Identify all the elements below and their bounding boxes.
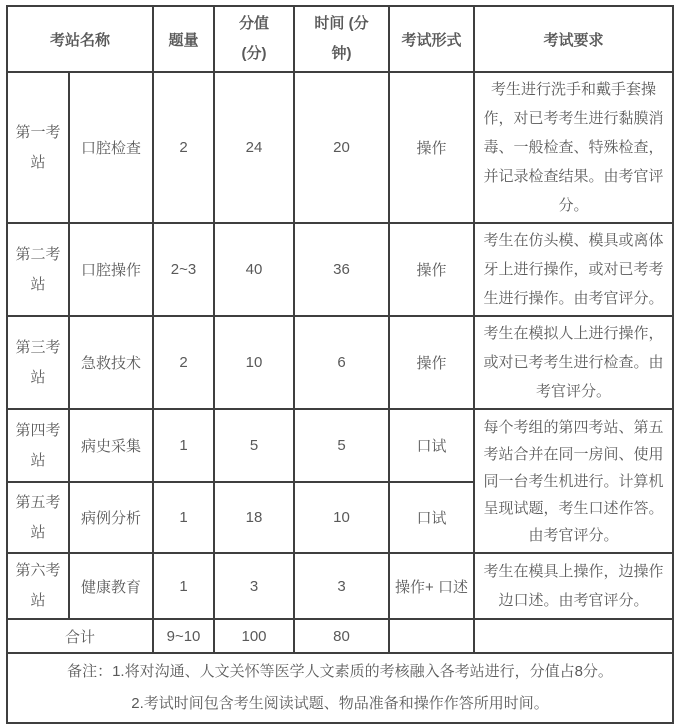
station-1-name: 口腔检查 bbox=[69, 72, 153, 223]
notes-row bbox=[7, 653, 673, 723]
station-3-questions: 2 bbox=[153, 316, 214, 409]
table-row-station-3 bbox=[7, 316, 673, 409]
station-3-line1: 第三考 bbox=[15, 338, 61, 356]
station-4-line1: 第四考 bbox=[15, 421, 61, 439]
station-4-questions: 1 bbox=[153, 409, 214, 482]
header-exam-requirements: 考试要求 bbox=[474, 6, 673, 72]
header-score-line1: 分值 bbox=[239, 15, 270, 32]
station-2-format: 操作 bbox=[389, 223, 474, 316]
station-5-score: 18 bbox=[214, 482, 294, 553]
total-questions: 9~10 bbox=[153, 619, 214, 653]
notes-line1: 备注：1.将对沟通、人文关怀等医学人文素质的考核融入各考站进行，分值占8分。 bbox=[67, 663, 613, 680]
station-2-requirements: 考生在仿头模、模具或离体牙上进行操作，或对已考考生进行操作。由考官评分。 bbox=[474, 223, 673, 316]
station-1-line1: 第一考 bbox=[15, 123, 61, 141]
station-1-format: 操作 bbox=[389, 72, 474, 223]
header-time-line2: 钟) bbox=[331, 45, 352, 62]
station-2-questions: 2~3 bbox=[153, 223, 214, 316]
station-6-requirements: 考生在模具上操作，边操作边口述。由考官评分。 bbox=[474, 553, 673, 619]
station-2-name: 口腔操作 bbox=[69, 223, 153, 316]
station-3-format: 操作 bbox=[389, 316, 474, 409]
station-4-5-requirements: 每个考组的第四考站、第五考站合并在同一房间、使用同一台考生机进行。计算机呈现试题，考生口述作答。由考官评分。 bbox=[474, 409, 673, 553]
total-time: 80 bbox=[294, 619, 389, 653]
station-4-cell bbox=[7, 409, 69, 482]
station-5-format: 口试 bbox=[389, 482, 474, 553]
station-6-format: 操作+ 口述 bbox=[389, 553, 474, 619]
exam-stations-table bbox=[6, 5, 674, 724]
station-3-name: 急救技术 bbox=[69, 316, 153, 409]
notes-cell bbox=[7, 653, 673, 723]
station-5-line2: 站 bbox=[30, 523, 46, 541]
station-6-name: 健康教育 bbox=[69, 553, 153, 619]
station-6-score: 3 bbox=[214, 553, 294, 619]
station-4-name: 病史采集 bbox=[69, 409, 153, 482]
header-row bbox=[7, 6, 673, 72]
station-4-line2: 站 bbox=[30, 451, 46, 469]
station-2-cell bbox=[7, 223, 69, 316]
header-exam-format: 考试形式 bbox=[389, 6, 474, 72]
table-row-station-2 bbox=[7, 223, 673, 316]
station-1-score: 24 bbox=[214, 72, 294, 223]
station-6-line1: 第六考 bbox=[15, 562, 61, 579]
header-time-line1: 时间 (分 bbox=[314, 15, 369, 32]
station-6-line2: 站 bbox=[30, 592, 46, 609]
station-4-score: 5 bbox=[214, 409, 294, 482]
table-row-station-6 bbox=[7, 553, 673, 619]
header-time bbox=[294, 6, 389, 72]
station-5-cell bbox=[7, 482, 69, 553]
station-3-time: 6 bbox=[294, 316, 389, 409]
station-2-time: 36 bbox=[294, 223, 389, 316]
station-6-cell bbox=[7, 553, 69, 619]
station-2-line2: 站 bbox=[30, 275, 46, 293]
total-row bbox=[7, 619, 673, 653]
total-format-empty bbox=[389, 619, 474, 653]
header-question-count: 题量 bbox=[153, 6, 214, 72]
station-3-line2: 站 bbox=[30, 368, 46, 386]
station-2-score: 40 bbox=[214, 223, 294, 316]
station-5-questions: 1 bbox=[153, 482, 214, 553]
header-score-line2: (分) bbox=[241, 45, 267, 62]
header-station-name: 考站名称 bbox=[7, 6, 153, 72]
header-score bbox=[214, 6, 294, 72]
station-1-requirements: 考生进行洗手和戴手套操作，对已考考生进行黏膜消毒、一般检查、特殊检查，并记录检查结果。由考官评分。 bbox=[474, 72, 673, 223]
total-label: 合计 bbox=[7, 619, 153, 653]
station-5-time: 10 bbox=[294, 482, 389, 553]
station-1-time: 20 bbox=[294, 72, 389, 223]
total-requirements-empty bbox=[474, 619, 673, 653]
station-4-time: 5 bbox=[294, 409, 389, 482]
table-row-station-4 bbox=[7, 409, 673, 482]
station-6-questions: 1 bbox=[153, 553, 214, 619]
station-6-time: 3 bbox=[294, 553, 389, 619]
station-5-name: 病例分析 bbox=[69, 482, 153, 553]
station-3-requirements: 考生在模拟人上进行操作，或对已考考生进行检查。由考官评分。 bbox=[474, 316, 673, 409]
station-3-score: 10 bbox=[214, 316, 294, 409]
total-score: 100 bbox=[214, 619, 294, 653]
notes-line2: 2.考试时间包含考生阅读试题、物品准备和操作作答所用时间。 bbox=[131, 695, 549, 712]
station-5-line1: 第五考 bbox=[15, 493, 61, 511]
station-4-format: 口试 bbox=[389, 409, 474, 482]
station-1-line2: 站 bbox=[30, 153, 46, 171]
table-row-station-1 bbox=[7, 72, 673, 223]
station-1-cell bbox=[7, 72, 69, 223]
station-1-questions: 2 bbox=[153, 72, 214, 223]
station-3-cell bbox=[7, 316, 69, 409]
station-2-line1: 第二考 bbox=[15, 245, 61, 263]
